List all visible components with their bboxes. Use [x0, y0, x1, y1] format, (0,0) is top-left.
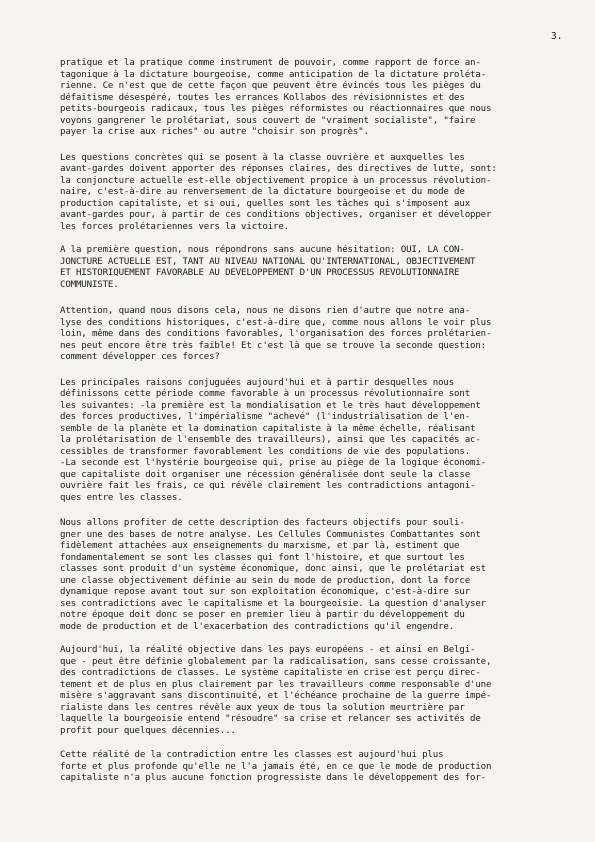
paragraph: A la première question, nous répondrons sans aucune hésitation: OUI, LA CON- JONCTURE ACTUELLE EST, TANT AU NIVEAU NATIONAL QU'INTERNATIONAL, OBJECTIVEMENT ET HISTORIQUEMENT FAVORABLE AU DEVELOPPEMENT D'UN PROCESSUS REVOLUTIONNAIRE COMMUNISTE. [60, 245, 476, 290]
paragraph: Les questions concrètes qui se posent à la classe ouvrière et auxquelles les avant-gardes doivent apporter des réponses claires, des directives de lutte, sont: la conjoncture actuelle est-elle objectivement propice à un processus révolution- naire, c'est-à-dire au renversement de la dictature bourgeoise et du mode de production capitaliste, et si oui, quelles sont les tâches qui s'imposent aux avant-gardes pour, à partir de ces conditions objectives, organiser et développer les forces prolétariennes vers la victoire. [60, 152, 497, 232]
document-body [60, 58, 530, 785]
paragraph: Attention, quand nous disons cela, nous ne disons rien d'autre que notre ana- lyse des conditions historiques, c'est-à-dire que, comme nous allons le voir plus loin, même dans des conditions favorables, l'organisation des forces prolétarien- nes peut encore être très faible! Et c'est là que se trouve la seconde question: comment développer ces forces? [60, 306, 492, 362]
paragraph: Cette réalité de la contradiction entre les classes est aujourd'hui plus forte et plus profonde qu'elle ne l'a jamais été, en ce que le mode de production capitaliste n'a plus aucune fonction progressiste dans le développement des for- [60, 750, 492, 783]
page-number: 3. [551, 31, 563, 42]
paragraph: pratique et la pratique comme instrument de pouvoir, comme rapport de force an- tagonique à la dictature bourgeoise, comme anticipation de la dictature prolétа- rienne. Ce n'est que de cette façon que peuvent être évincés tous les pièges du défaitisme désespéré, toutes les errances Kollabos des révisionnistes et des petits-bourgeois radicaux, tous les pièges réformistes ou réactionnaires que nous voyons gangrener le prolétariat, sous couvert de "vraiment socialiste", "faire payer la crise aux riches" ou autre "choisir son progrès". [60, 58, 492, 137]
paragraph: Nous allons profiter de cette description des facteurs objectifs pour souli- gner une des bases de notre analyse. Les Cellules Communistes Combattantes sont fidèlement attachées aux enseignements du marxisme, et par là, estiment que fondamentalement se sont les classes qui font l'histoire, et que surtout les classes sont produit d'un système économique, donc ainsi, que le prolétariat est une classe objectivement définie au sein du mode de production, dont la force dynamique repose avant tout sur son exploitation économique, c'est-à-dire sur ses contradictions avec le capitalisme et la bourgeoisie. La question d'analyser notre époque doit donc se poser en premier lieu à partir du développement du mode de production et de l'exacerbation des contradictions qu'il engendre. [60, 518, 486, 632]
paragraph: Aujourd'hui, la réalité objective dans les pays européens - et ainsi en Belgi- que - peut être définie globalement par la radicalisation, sans cesse croissante, des contradictions de classes. Le système capitaliste en crise est perçu direc- tement et de plus en plus clairement par les travailleurs comme responsable d'une misère s'aggravant sans discontinuité, et l'échéance prochaine de la guerre impé- rialiste dans les centres révèle aux yeux de tous la solution meurtrière par laquelle la bourgeoisie entend "résoudre" sa crise et relancer ses activités de profit pour quelques décennies... [60, 645, 492, 736]
paragraph: Les principales raisons conjuguées aujourd'hui et à partir desquelles nous définissons cette période comme favorable à un processus révolutionnaire sont les suivantes: -la première est la mondialisation et le très haut développement des forces productives, l'impérialisme "achevé" (l'industrialisation de l'en- semble de la planète et la domination capitaliste à la même échelle, réalisant la prolétarisation de l'ensemble des travailleurs), ainsi que les capacités ac- cessibles de transformer favorablement les conditions de vie des populations. -La seconde est l'hystérie bourgeoise qui, prise au piège de la logique économi- que capitaliste doit organiser une récession généralisée dont seule la classe ouvrière fait les frais, ce qui révèle clairement les contradictions antagoni- ques entre les classes. [60, 377, 486, 503]
